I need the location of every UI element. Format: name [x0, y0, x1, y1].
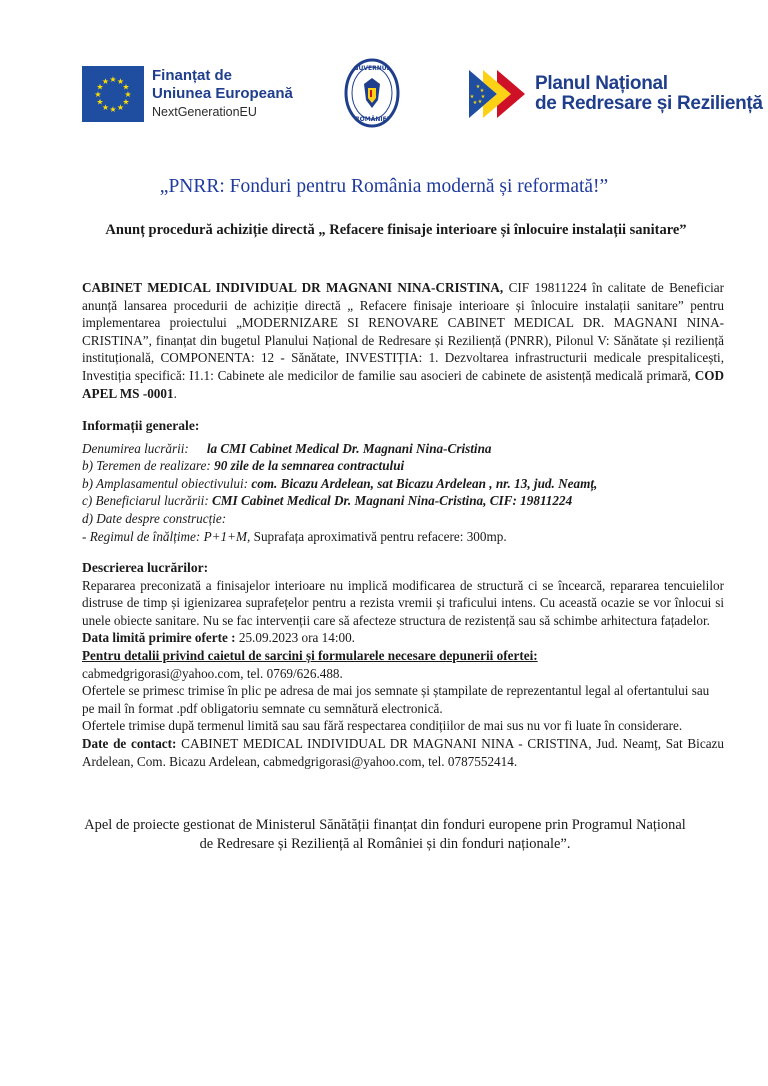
svg-text:★: ★: [472, 100, 478, 106]
work-name-label: Denumirea lucrării:: [82, 440, 189, 456]
description-heading: Descrierea lucrărilor:: [82, 560, 209, 575]
svg-text:★: ★: [477, 99, 483, 105]
eu-funding-logo: [82, 66, 293, 122]
beneficiary-value: CMI Cabinet Medical Dr. Magnani Nina-Cristina, CIF: 19811224: [208, 493, 573, 509]
call-code: COD APEL MS -0001: [82, 367, 724, 401]
contact-info: [82, 735, 724, 770]
pnrr-logo-line2: de Redresare și Reziliență: [535, 93, 763, 114]
svg-text:★: ★: [122, 97, 130, 107]
work-name-row: [82, 440, 724, 458]
location-label: b) Amplasamentul obiectivului:: [82, 475, 249, 491]
beneficiary-label: c) Beneficiarul lucrării:: [82, 493, 209, 509]
intro-paragraph: [82, 279, 724, 402]
offer-deadline-row: [82, 629, 724, 647]
height-regime-row: [82, 528, 724, 546]
eu-logo-line2: Uniunea Europeană: [152, 85, 293, 102]
offer-deadline-value: 25.09.2023 ora 14:00.: [235, 630, 355, 646]
svg-text:★: ★: [480, 94, 486, 100]
svg-text:★: ★: [101, 77, 110, 86]
svg-text:★: ★: [116, 77, 125, 86]
submission-info: Ofertele se primesc trimise în plic pe adresa de mai jos semnate și ștampilate de reprezentantul legal al ofertantului sau pe mail în format .pdf obligatoriu semnate cu semnătură electronică.: [82, 683, 710, 716]
svg-text:GUVERNUL: GUVERNUL: [353, 65, 391, 72]
svg-text:★: ★: [109, 75, 117, 84]
beneficiary-row: [82, 492, 724, 510]
svg-text:★: ★: [94, 90, 102, 99]
svg-text:★: ★: [116, 103, 125, 112]
svg-text:★: ★: [475, 84, 481, 90]
beneficiary-name: CABINET MEDICAL INDIVIDUAL DR MAGNANI NINA-CRISTINA,: [82, 280, 504, 295]
deadline-term-value: 90 zile de la semnarea contractului: [210, 458, 405, 474]
svg-text:★: ★: [469, 94, 475, 100]
offer-deadline-label: Data limită primire oferte :: [82, 630, 236, 646]
pnrr-slogan: „PNRR: Fonduri pentru România modernă și reformată!”: [159, 176, 609, 197]
svg-text:★: ★: [122, 82, 130, 92]
eu-logo-line3: NextGenerationEU: [152, 105, 257, 119]
work-name-value: la CMI Cabinet Medical Dr. Magnani Nina-Cristina: [206, 440, 492, 456]
eu-logo-line1: Finanțat de: [152, 67, 233, 84]
details-contact: cabmedgrigorasi@yahoo.com, tel. 0769/626.488.: [82, 665, 343, 681]
contact-value: CABINET MEDICAL INDIVIDUAL DR MAGNANI NINA - CRISTINA, Jud. Neamț, Sat Bicazu Ardelean, Com. Bicazu Ardelean, cabmedgrigorasi@yahoo.com, tel. 0787552414.: [82, 735, 725, 769]
general-info-section: [82, 417, 724, 545]
eu-flag-icon: [82, 66, 144, 122]
pnrr-logo: [467, 68, 763, 120]
height-regime-label: - Regimul de înălțime: P+1+M,: [82, 528, 251, 544]
svg-text:★: ★: [479, 88, 485, 94]
location-row: [82, 475, 724, 493]
construction-data-label: d) Date despre construcție:: [82, 510, 227, 526]
svg-text:★: ★: [101, 103, 110, 112]
deadline-term-label: b) Teremen de realizare:: [82, 458, 211, 474]
details-heading: Pentru detalii privind caietul de sarcini și formularele necesare depunerii ofertei:: [82, 647, 538, 663]
pnrr-mark-icon: [467, 68, 531, 120]
svg-text:★: ★: [109, 105, 117, 114]
announcement-title: Anunț procedură achiziție directă „ Refacere finisaje interioare și înlocuire instalații sanitare”: [105, 222, 687, 238]
government-seal-icon: [344, 58, 400, 128]
pnrr-logo-line1: Planul Național: [535, 73, 668, 94]
contact-label: Date de contact:: [82, 735, 177, 751]
svg-text:★: ★: [124, 90, 132, 99]
description-text: Repararea preconizată a finisajelor interioare nu implică modificarea de structură ci se încearcă, repararea tencuielilor distruse de timp și igienizarea suprafețelor pentru a rezista vremii și traficului intens. Cu această ocazie se vor înlocui si unele obiecte sanitare. Nu se fac intervenții care să afecteze structura de rezistență sau să schimbe arhitectura fațadelor.: [82, 577, 724, 628]
intro-end: .: [173, 385, 177, 401]
svg-text:★: ★: [96, 97, 104, 107]
deadline-row: [82, 457, 724, 475]
general-info-heading: Informații generale:: [82, 418, 200, 433]
description-section: [82, 559, 724, 770]
funding-footer: Apel de proiecte gestionat de Ministerul Sănătății finanțat din fonduri europene prin Programul Național de Redresare și Reziliență al României și din fonduri naționale”.: [84, 817, 686, 852]
svg-text:★: ★: [96, 82, 104, 92]
surface-value: Suprafața aproximativă pentru refacere: 300mp.: [250, 528, 507, 544]
logo-bar: [0, 58, 768, 138]
intro-text: CIF 19811224 în calitate de Beneficiar anunță lansarea procedurii de achiziție directă „ Refacere finisaje interioare și înlocuire instalații sanitare” pentru implementarea proiectului „MODERNIZARE SI RENOVARE CABINET MEDICAL DR. MAGNANI NINA-CRISTINA”, finanțat din bugetul Planului Național de Redresare și Reziliență (PNRR), Pilonul V: Sănătate și reziliență instituțională, COMPONENTA: 12 - Sănătate, INVESTIȚIA: 1. Dezvoltarea infrastructurii medicale prespitalicești, Investiția specifică: I1.1: Cabinete ale medicilor de familie sau asocieri de cabinete de asistență medicală primară,: [82, 280, 724, 383]
late-offers-info: Ofertele trimise după termenul limită sau sau fără respectarea condițiilor de mai sus nu vor fi luate în considerare.: [82, 718, 683, 734]
location-value: com. Bicazu Ardelean, sat Bicazu Ardelean , nr. 13, jud. Neamț,: [248, 475, 598, 491]
svg-text:ROMÂNIEI: ROMÂNIEI: [355, 116, 389, 123]
